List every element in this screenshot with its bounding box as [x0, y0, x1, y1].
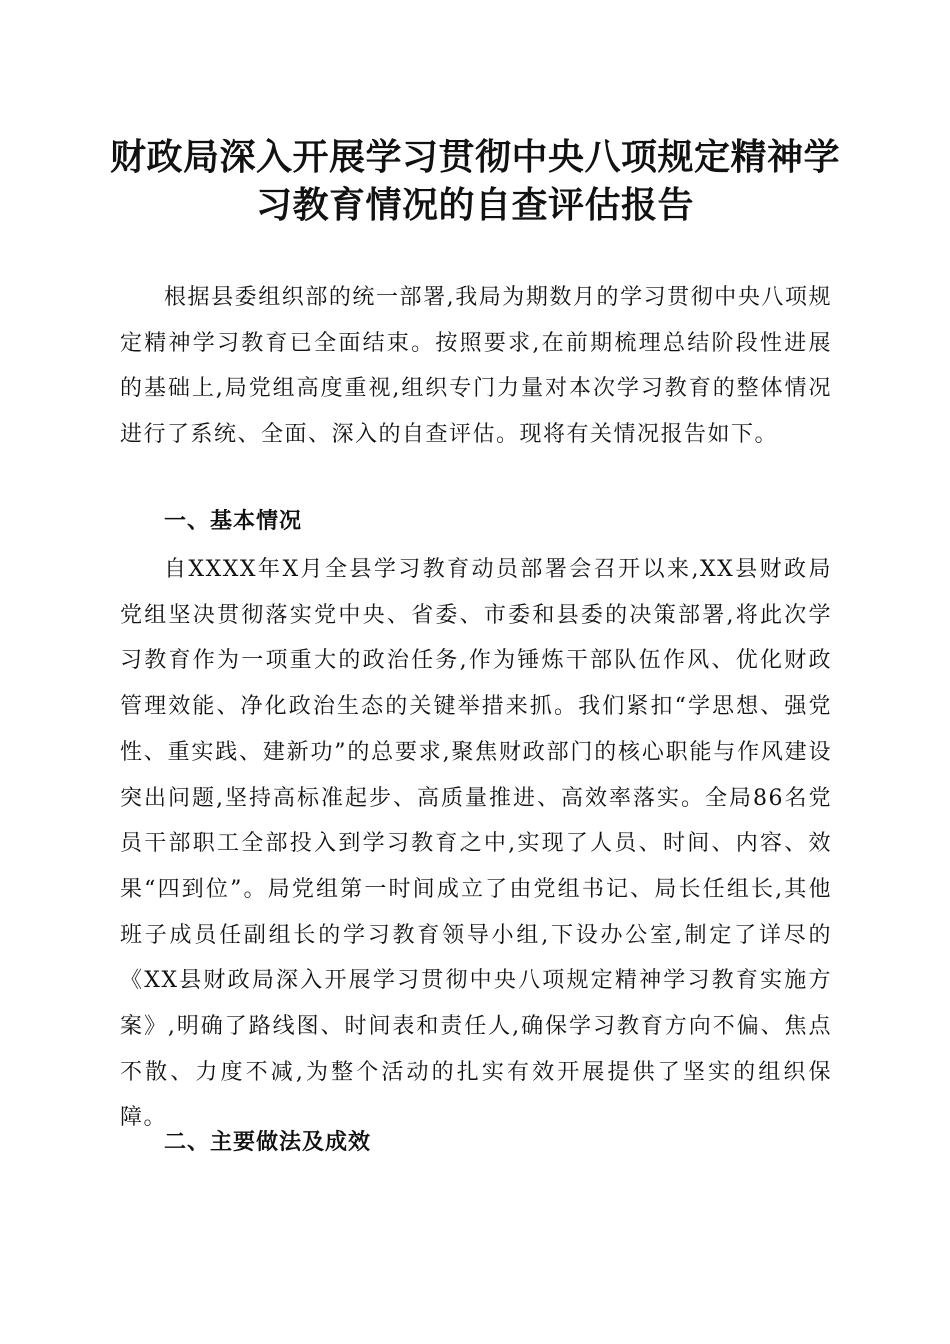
section-heading-basic-situation: 一、基本情况	[164, 509, 303, 534]
section-heading-main-practices: 二、主要做法及成效	[164, 1130, 372, 1155]
intro-paragraph: 根据县委组织部的统一部署,我局为期数月的学习贯彻中央八项规定精神学习教育已全面结束。按照要求,在前期梳理总结阶段性进展的基础上,局党组高度重视,组织专门力量对本次学习教育的整体情况进行了系统、全面、深入的自查评估。现将有关情况报告如下。	[120, 285, 832, 448]
document-title-line-2: 习教育情况的自查评估报告	[255, 185, 694, 226]
document-title-line-1: 财政局深入开展学习贯彻中央八项规定精神学	[109, 137, 840, 178]
basic-situation-paragraph: 自XXXX年X月全县学习教育动员部署会召开以来,XX县财政局党组坚决贯彻落实党中央、省委、市委和县委的决策部署,将此次学习教育作为一项重大的政治任务,作为锤炼干部队伍作风、优化财政管理效能、净化政治生态的关键举措来抓。我们紧扣“学思想、强党性、重实践、建新功”的总要求,聚焦财政部门的核心职能与作风建设突出问题,坚持高标准起步、高质量推进、高效率落实。全局86名党员干部职工全部投入到学习教育之中,实现了人员、时间、内容、效果“四到位”。局党组第一时间成立了由党组书记、局长任组长,其他班子成员任副组长的学习教育领导小组,下设办公室,制定了详尽的《XX县财政局深入开展学习贯彻中央八项规定精神学习教育实施方案》,明确了路线图、时间表和责任人,确保学习教育方向不偏、焦点不散、力度不减,为整个活动的扎实有效开展提供了坚实的组织保障。	[120, 557, 832, 1131]
